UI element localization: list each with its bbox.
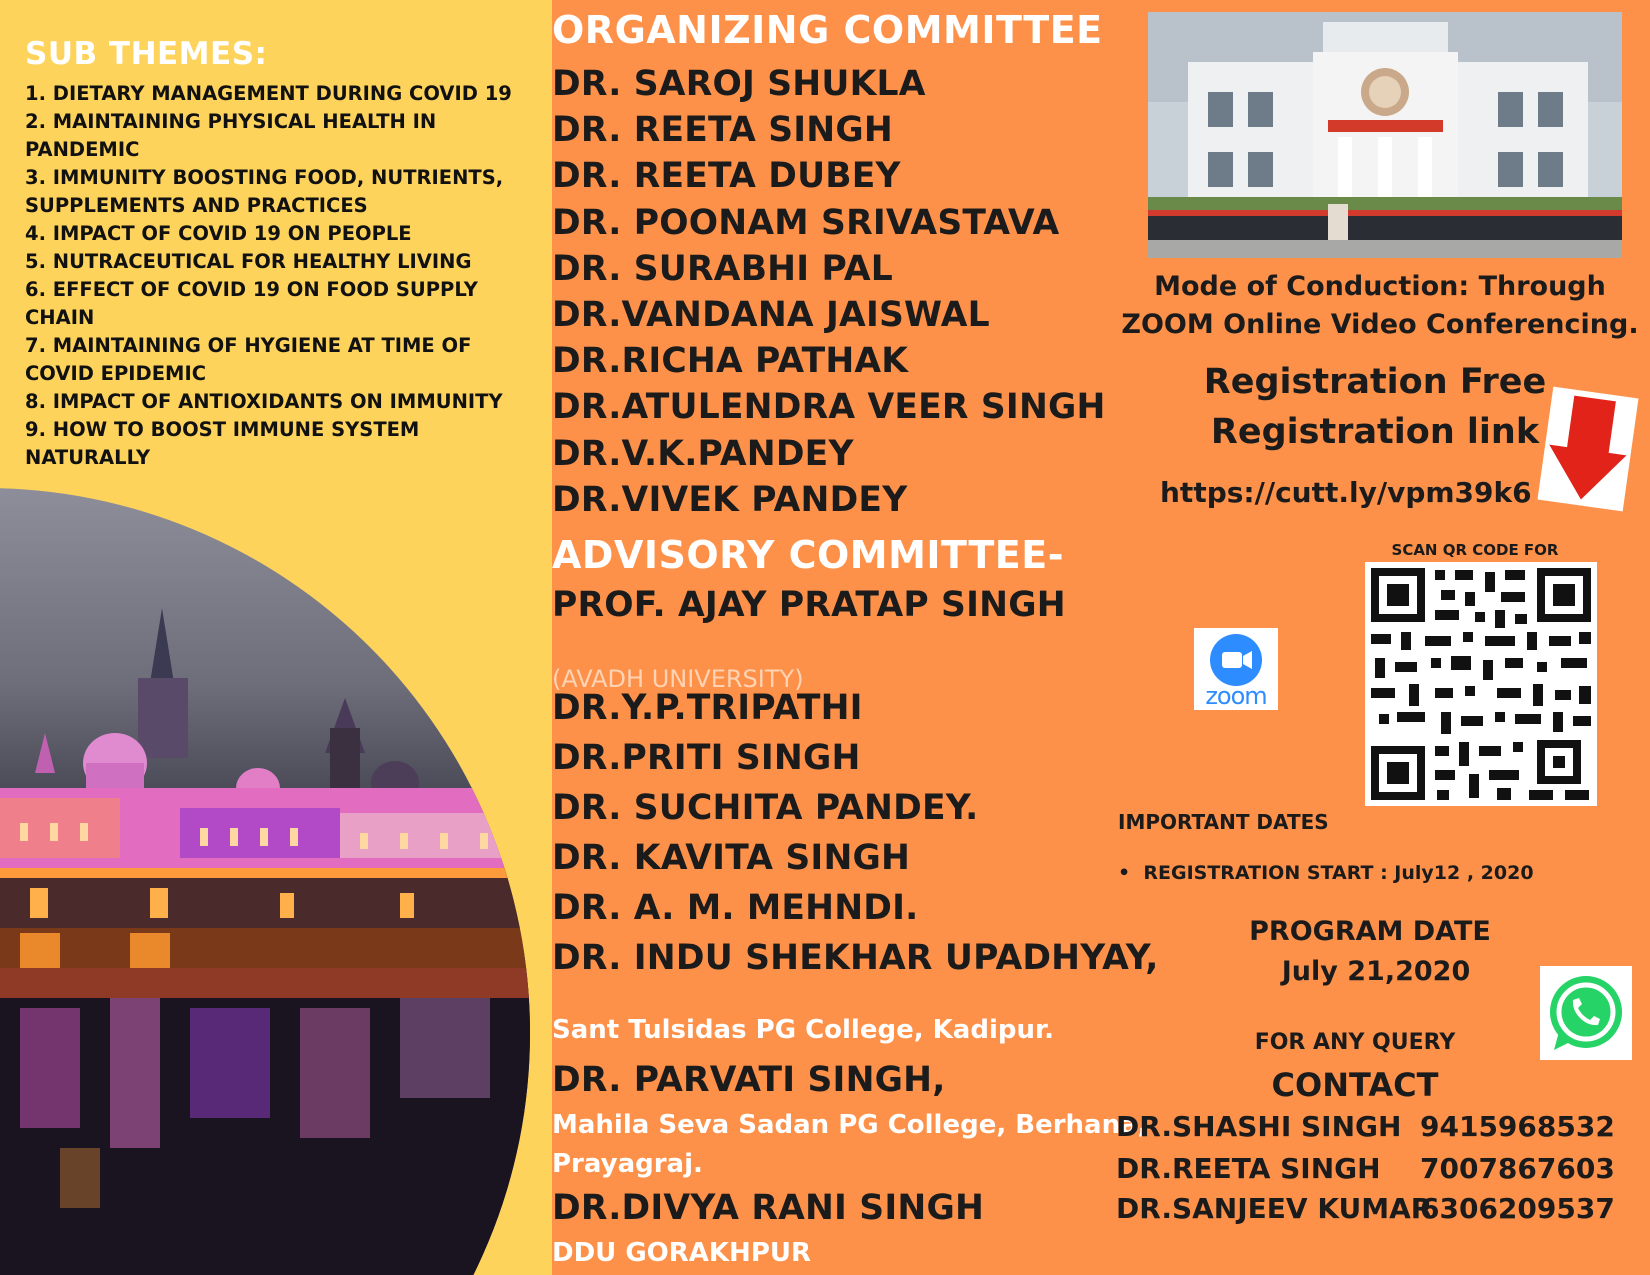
list-item: 7. MAINTAINING OF HYGIENE AT TIME OF COVID EPIDEMIC	[25, 334, 472, 385]
advisory-member: DR. A. M. MEHNDI.	[552, 888, 919, 928]
organizing-member: DR. SURABHI PAL	[552, 249, 893, 289]
advisory-member: PROF. AJAY PRATAP SINGH	[552, 585, 1066, 625]
list-item: 1. DIETARY MANAGEMENT DURING COVID 19	[25, 82, 512, 105]
contact-name: DR.SANJEEV KUMAR	[1116, 1192, 1433, 1225]
list-item: 2. MAINTAINING PHYSICAL HEALTH IN PANDEMIC	[25, 110, 437, 161]
organizing-member: DR.V.K.PANDEY	[552, 434, 854, 474]
organizing-member: DR.RICHA PATHAK	[552, 341, 909, 381]
organizing-member: DR. REETA DUBEY	[552, 156, 901, 196]
zoom-wordmark: zoom	[1205, 682, 1267, 710]
list-item: 8. IMPACT OF ANTIOXIDANTS ON IMMUNITY	[25, 390, 503, 413]
query-label: FOR ANY QUERY	[1254, 1030, 1456, 1055]
organizing-member: DR.VIVEK PANDEY	[552, 480, 908, 520]
contact-row	[1116, 1192, 1615, 1225]
qr-caption: SCAN QR CODE FOR	[1391, 541, 1559, 559]
conduction-line: Mode of Conduction: Through	[1154, 271, 1606, 302]
program-date: July 21,2020	[1281, 956, 1471, 987]
registration-start	[1118, 862, 1534, 884]
advisory-member: DR.PRITI SINGH	[552, 738, 861, 778]
advisory-affiliation: DDU GORAKHPUR	[552, 1238, 812, 1268]
sub-themes-list	[25, 80, 545, 472]
organizing-member: DR. SAROJ SHUKLA	[552, 64, 926, 104]
advisory-member: DR. INDU SHEKHAR UPADHYAY,	[552, 938, 1159, 978]
qr-code-icon	[1365, 562, 1597, 806]
contact-name: DR.REETA SINGH	[1116, 1152, 1381, 1185]
list-item: 3. IMMUNITY BOOSTING FOOD, NUTRIENTS, SUPPLEMENTS AND PRACTICES	[25, 166, 504, 217]
advisory-affiliation: (AVADH UNIVERSITY)	[552, 665, 804, 693]
sub-themes-title: SUB THEMES:	[25, 36, 268, 72]
list-item: 9. HOW TO BOOST IMMUNE SYSTEM NATURALLY	[25, 418, 420, 469]
contact-row	[1116, 1152, 1615, 1185]
contact-phone: 7007867603	[1420, 1152, 1615, 1185]
advisory-member: DR.DIVYA RANI SINGH	[552, 1188, 985, 1228]
advisory-member: DR. SUCHITA PANDEY.	[552, 788, 979, 828]
conduction-line: ZOOM Online Video Conferencing.	[1121, 309, 1639, 340]
contact-row	[1116, 1110, 1615, 1143]
down-arrow-icon	[1537, 387, 1638, 512]
advisory-member: DR. KAVITA SINGH	[552, 838, 911, 878]
advisory-member: DR.Y.P.TRIPATHI	[552, 688, 863, 728]
contact-name: DR.SHASHI SINGH	[1116, 1110, 1402, 1143]
important-dates-title: IMPORTANT DATES	[1118, 810, 1329, 834]
organizing-member: DR. POONAM SRIVASTAVA	[552, 203, 1060, 243]
program-date-label: PROGRAM DATE	[1249, 916, 1491, 947]
college-building-photo	[1148, 12, 1622, 258]
building-illustration	[1148, 12, 1622, 258]
bullet-icon: •	[1118, 862, 1144, 884]
registration-url-link[interactable]: https://cutt.ly/vpm39k6	[1160, 476, 1532, 509]
list-item: 4. IMPACT OF COVID 19 ON PEOPLE	[25, 222, 412, 245]
organizing-member: DR.VANDANA JAISWAL	[552, 295, 990, 335]
advisory-committee-title: ADVISORY COMMITTEE-	[552, 533, 1064, 577]
contact-phone: 6306209537	[1420, 1192, 1615, 1225]
advisory-affiliation: Mahila Seva Sadan PG College, Berhana,	[552, 1110, 1148, 1140]
registration-free: Registration Free	[1203, 362, 1547, 402]
advisory-affiliation: Sant Tulsidas PG College, Kadipur.	[552, 1015, 1054, 1045]
list-item: 5. NUTRACEUTICAL FOR HEALTHY LIVING	[25, 250, 472, 273]
advisory-affiliation: Prayagraj.	[552, 1149, 703, 1179]
organizing-committee-title: ORGANIZING COMMITTEE	[552, 8, 1103, 52]
registration-link-label: Registration link	[1210, 412, 1540, 452]
list-item: 6. EFFECT OF COVID 19 ON FOOD SUPPLY CHAIN	[25, 278, 478, 329]
whatsapp-logo	[1540, 966, 1632, 1060]
organizing-member: DR. REETA SINGH	[552, 110, 893, 150]
contact-phone: 9415968532	[1420, 1110, 1615, 1143]
conduction-mode	[1120, 268, 1640, 344]
registration-start-text: REGISTRATION START : July12 , 2020	[1143, 862, 1534, 884]
qr-code[interactable]	[1365, 562, 1597, 806]
contact-title: CONTACT	[1271, 1066, 1439, 1104]
whatsapp-icon	[1540, 966, 1632, 1060]
zoom-logo	[1194, 628, 1278, 710]
advisory-member: DR. PARVATI SINGH,	[552, 1060, 946, 1100]
temple-illustration	[0, 488, 530, 1275]
left-panel	[0, 0, 552, 1275]
ayodhya-ghat-photo	[0, 488, 530, 1275]
organizing-member: DR.ATULENDRA VEER SINGH	[552, 387, 1106, 427]
